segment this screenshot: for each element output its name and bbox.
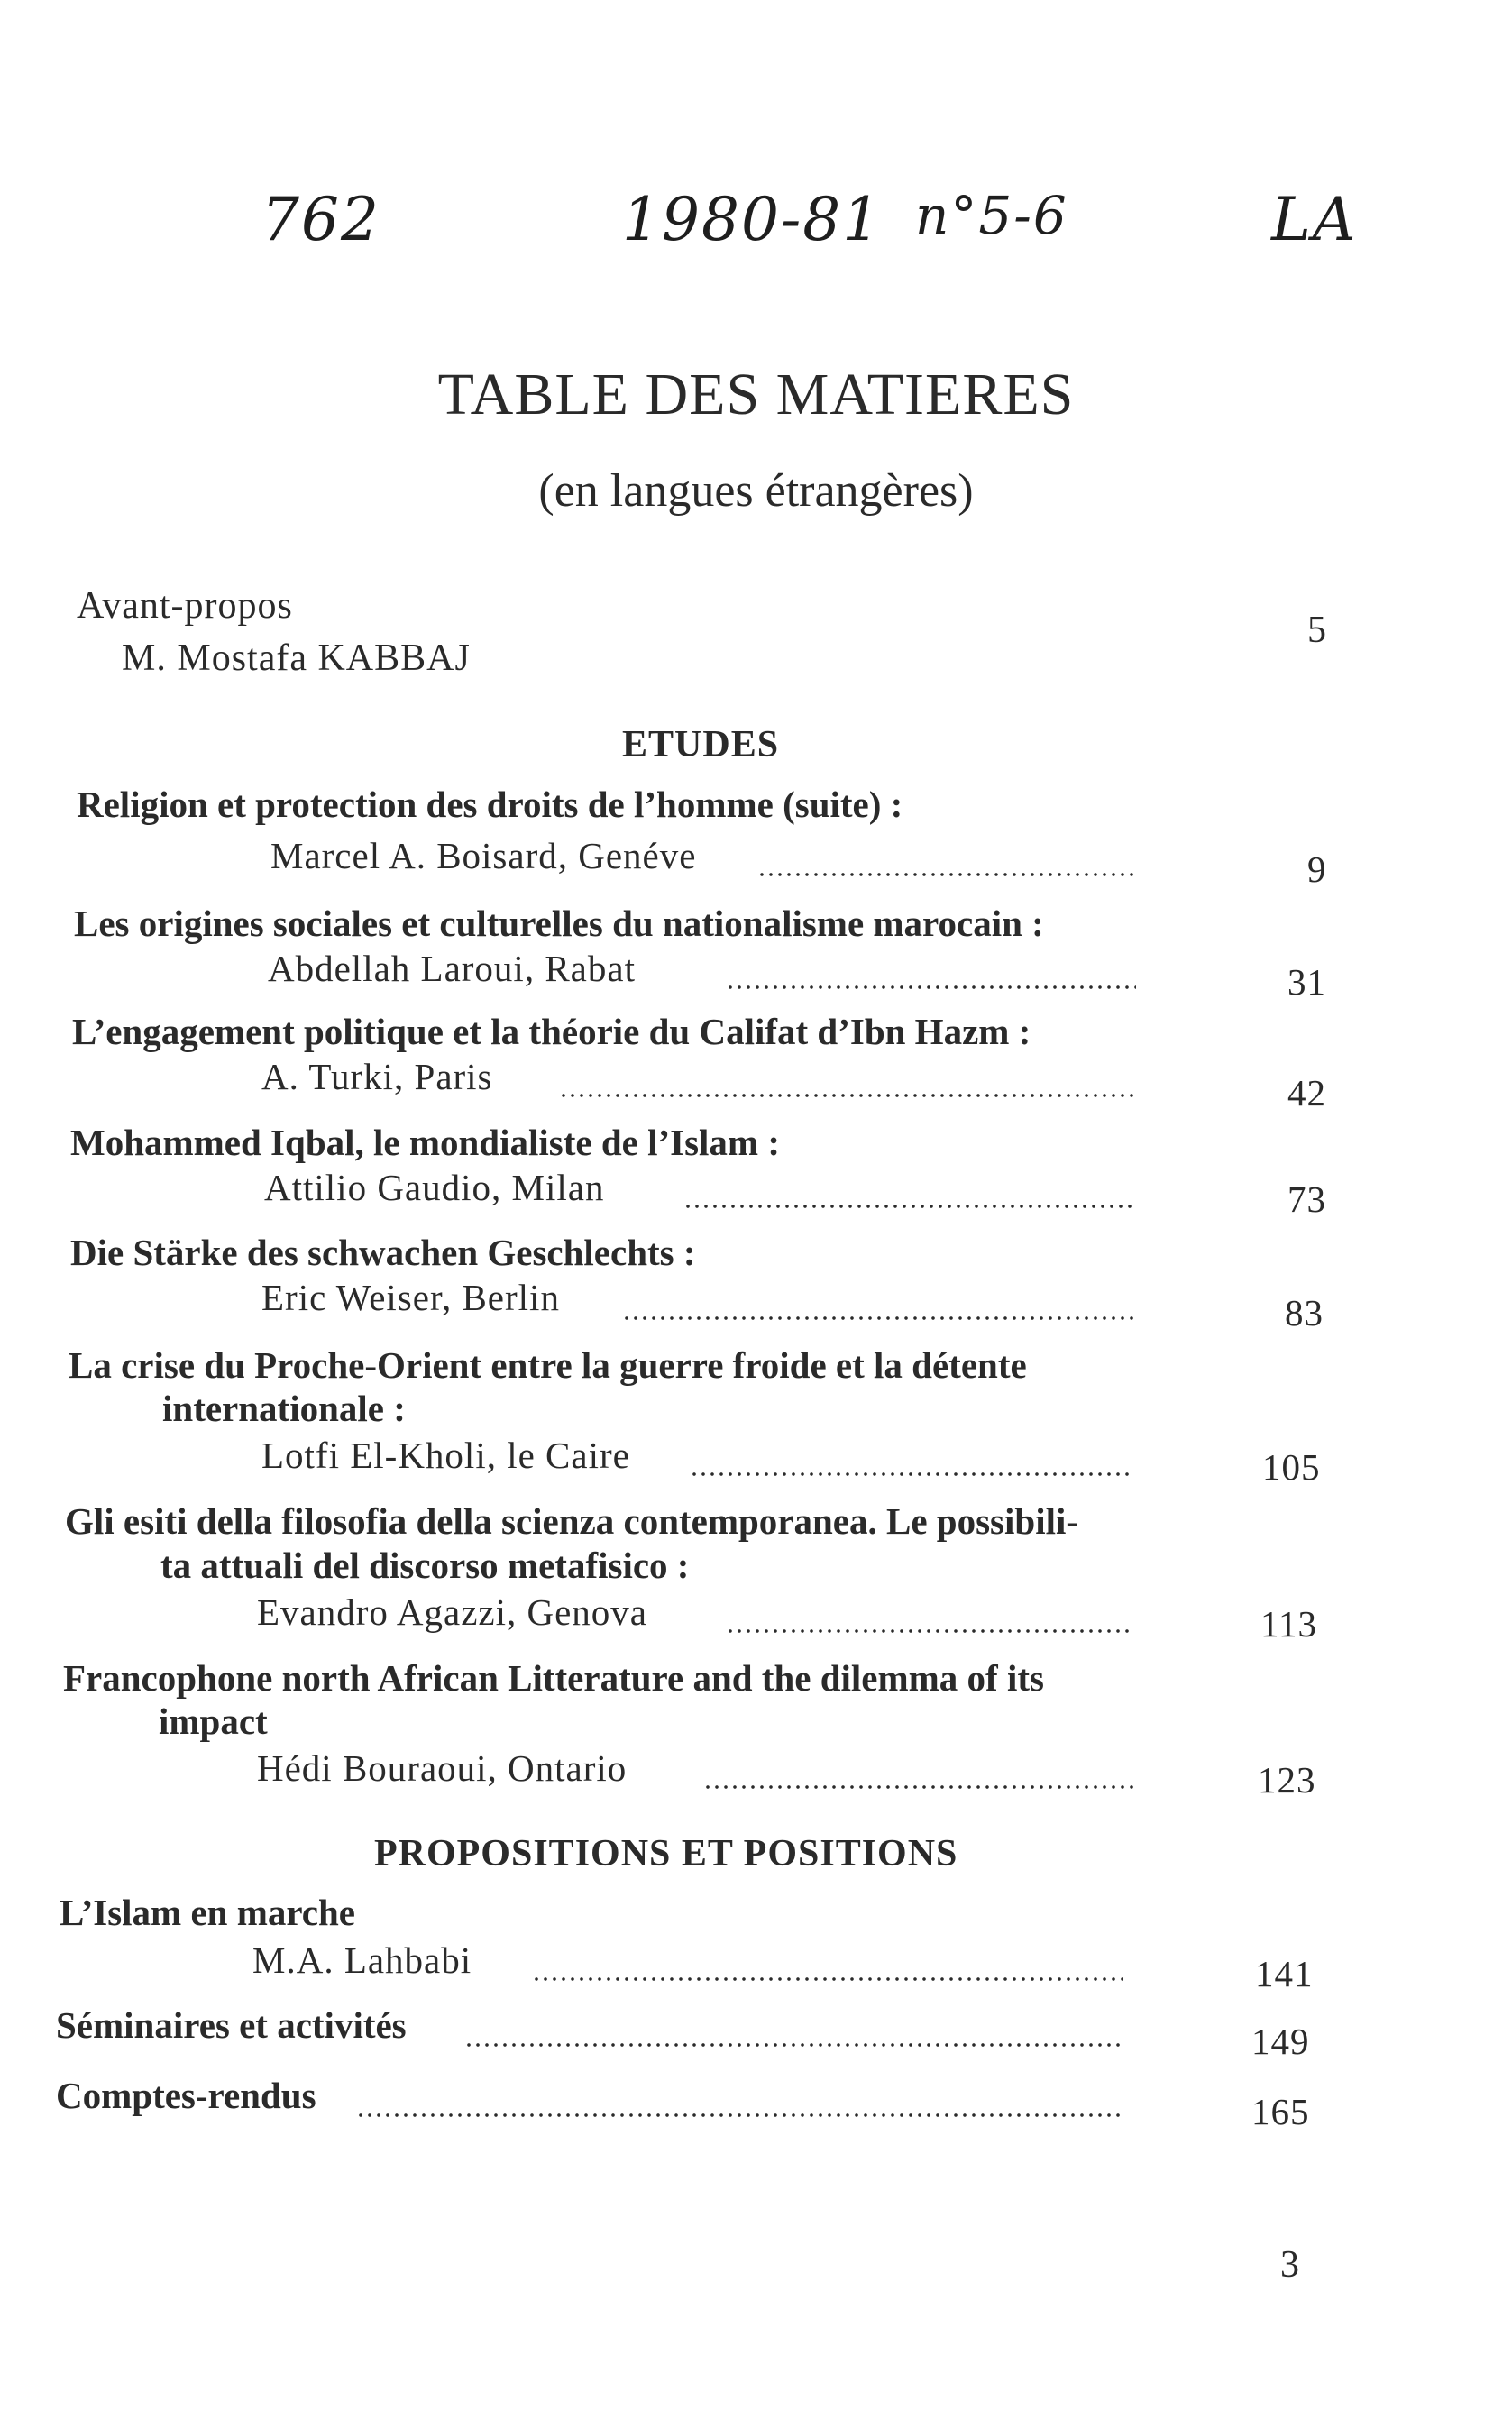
dot-leader bbox=[464, 2043, 1123, 2047]
dot-leader bbox=[356, 2113, 1123, 2117]
foreword-page-number: 5 bbox=[1307, 610, 1326, 651]
toc-entry-author: Hédi Bouraoui, Ontario bbox=[257, 1747, 628, 1789]
toc-entry-title-continued: impact bbox=[159, 1700, 268, 1742]
toc-entry-title: Mohammed Iqbal, le mondialiste de l’Islam : bbox=[70, 1122, 780, 1163]
toc-entry-title: L’engagement politique et la théorie du Califat d’Ibn Hazm : bbox=[72, 1011, 1031, 1052]
toc-entry-page: 42 bbox=[1287, 1072, 1326, 1114]
foreword-label: Avant-propos bbox=[77, 585, 293, 627]
dot-leader bbox=[726, 1629, 1134, 1633]
toc-entry-title: Séminaires et activités bbox=[56, 2004, 407, 2046]
toc-entry-author: M.A. Lahbabi bbox=[252, 1939, 472, 1981]
page-number: 3 bbox=[1280, 2244, 1299, 2286]
toc-entry-title: Gli esiti della filosofia della scienza contemporanea. Le possibili- bbox=[65, 1500, 1079, 1542]
handwritten-issue: n°5-6 bbox=[915, 185, 1068, 246]
foreword-author: M. Mostafa KABBAJ bbox=[122, 637, 471, 679]
toc-entry-page: 141 bbox=[1255, 1953, 1314, 1994]
toc-entry-title: Francophone north African Litterature and the dilemma of its bbox=[63, 1657, 1044, 1699]
dot-leader bbox=[532, 1977, 1123, 1981]
page-title: TABLE DES MATIERES bbox=[437, 362, 1075, 427]
toc-entry-page: 105 bbox=[1262, 1446, 1321, 1488]
toc-entry-title-continued: ta attuali del discorso metafisico : bbox=[160, 1544, 690, 1586]
toc-entry-page: 9 bbox=[1307, 848, 1327, 890]
section-heading-propositions: PROPOSITIONS ET POSITIONS bbox=[374, 1833, 958, 1874]
toc-entry-author: Lotfi El-Kholi, le Caire bbox=[261, 1434, 630, 1476]
toc-entry-author: Attilio Gaudio, Milan bbox=[264, 1167, 605, 1208]
toc-entry-title: Les origines sociales et culturelles du nationalisme marocain : bbox=[74, 903, 1044, 944]
handwritten-reference: 762 bbox=[261, 185, 380, 254]
dot-leader bbox=[559, 1094, 1136, 1097]
toc-entry-page: 83 bbox=[1285, 1292, 1324, 1334]
toc-entry-author: Marcel A. Boisard, Genéve bbox=[270, 835, 697, 876]
toc-entry-title: La crise du Proche-Orient entre la guerre froide et la détente bbox=[69, 1344, 1027, 1386]
dot-leader bbox=[703, 1785, 1134, 1789]
dot-leader bbox=[622, 1316, 1134, 1320]
toc-entry-page: 149 bbox=[1251, 2021, 1310, 2062]
toc-entry-title: L’Islam en marche bbox=[60, 1892, 355, 1933]
toc-entry-page: 31 bbox=[1287, 961, 1326, 1003]
dot-leader bbox=[726, 985, 1136, 989]
toc-entry-page: 123 bbox=[1258, 1759, 1316, 1801]
page-subtitle: (en langues étrangères) bbox=[538, 465, 974, 517]
toc-entry-author: Eric Weiser, Berlin bbox=[261, 1277, 560, 1318]
toc-entry-author: Abdellah Laroui, Rabat bbox=[268, 948, 636, 989]
dot-leader bbox=[690, 1472, 1134, 1476]
handwritten-mark: LA bbox=[1271, 185, 1358, 254]
handwritten-years: 1980-81 bbox=[622, 185, 883, 254]
toc-entry-page: 73 bbox=[1287, 1178, 1326, 1220]
toc-entry-title: Comptes-rendus bbox=[56, 2075, 316, 2116]
toc-entry-author: Evandro Agazzi, Genova bbox=[257, 1591, 647, 1633]
toc-entry-title: Religion et protection des droits de l’homme (suite) : bbox=[77, 784, 903, 825]
dot-leader bbox=[757, 873, 1136, 876]
section-heading-etudes: ETUDES bbox=[622, 724, 780, 765]
dot-leader bbox=[683, 1205, 1134, 1208]
toc-entry-author: A. Turki, Paris bbox=[261, 1056, 493, 1097]
toc-entry-title-continued: internationale : bbox=[162, 1388, 406, 1429]
toc-entry-title: Die Stärke des schwachen Geschlechts : bbox=[70, 1232, 696, 1273]
toc-entry-page: 165 bbox=[1251, 2091, 1310, 2132]
toc-entry-page: 113 bbox=[1260, 1603, 1317, 1645]
